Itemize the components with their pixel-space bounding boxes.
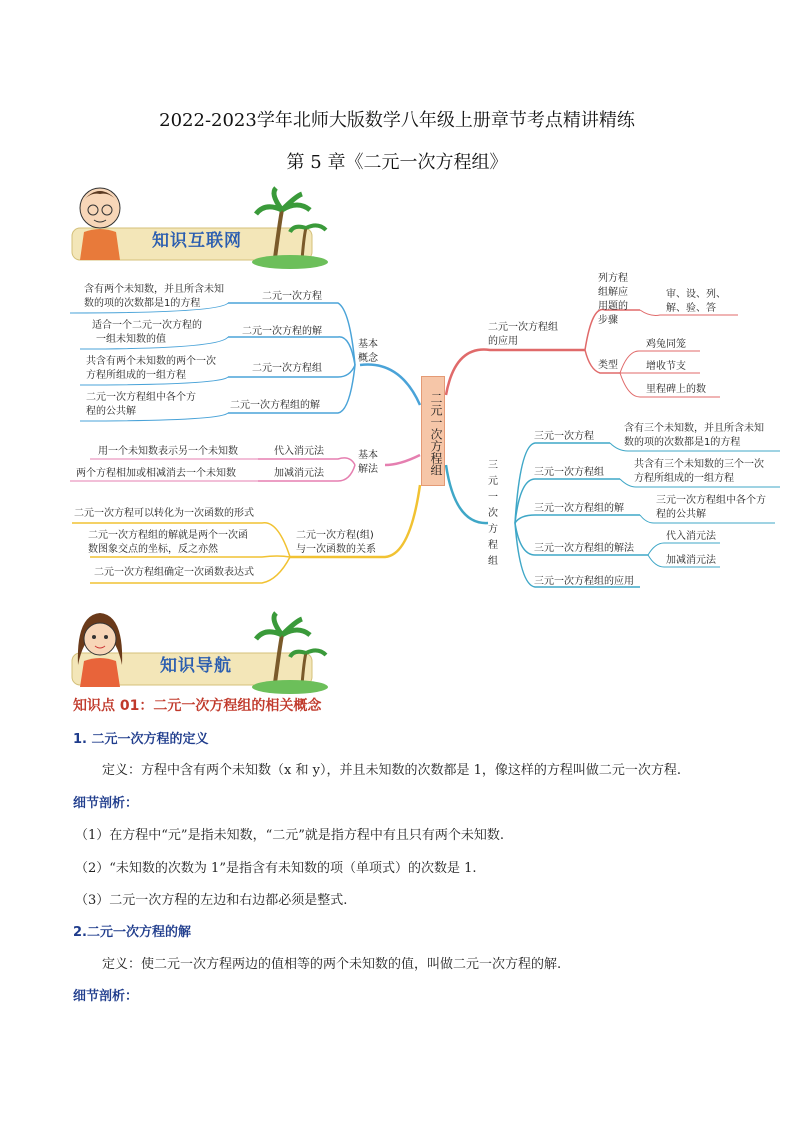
chapter-title: 第 5 章《二元一次方程组》 bbox=[286, 152, 508, 173]
mm-desc: 含有三个未知数，并且所含未知 bbox=[624, 423, 764, 434]
banner-label: 知识互联网 bbox=[152, 231, 242, 251]
mm-node: 三元一次方程组的解 bbox=[534, 503, 624, 514]
mm-desc: 二元一次方程可以转化为一次函数的形式 bbox=[74, 508, 254, 519]
definition-text: 定义：使二元一次方程两边的值相等的两个未知数的值，叫做二元一次方程的解. bbox=[102, 957, 562, 972]
mm-desc: 用一个未知数表示另一个未知数 bbox=[98, 446, 238, 457]
mm-type: 增收节支 bbox=[646, 361, 686, 372]
mm-desc: 程的公共解 bbox=[656, 509, 706, 520]
document-title: 2022-2023学年北师大版数学八年级上册章节考点精讲精练 bbox=[159, 110, 635, 131]
mm-node: 三元一次方程组的应用 bbox=[534, 576, 634, 587]
detail-item: （2）“未知数的次数为 1”是指含有未知数的项（单项式）的次数是 1. bbox=[75, 861, 477, 876]
mm-desc: 含有两个未知数，并且所含未知 bbox=[84, 284, 224, 295]
mm-node: 二元一次方程 bbox=[262, 291, 322, 302]
section-heading: 2.二元一次方程的解 bbox=[73, 925, 191, 940]
mm-steps-label: 组解应 bbox=[598, 287, 628, 298]
mm-node: 二元一次方程(组) bbox=[296, 530, 374, 541]
banner-knowledge-network bbox=[70, 180, 330, 275]
banner-label: 知识导航 bbox=[160, 656, 232, 676]
mm-node: 二元一次方程组的解 bbox=[230, 400, 320, 411]
mm-desc: 代入消元法 bbox=[666, 531, 716, 542]
mm-desc: 适合一个二元一次方程的 bbox=[92, 320, 202, 331]
mm-node: 代入消元法 bbox=[274, 446, 324, 457]
mm-desc: 方程所组成的一组方程 bbox=[86, 370, 186, 381]
mm-node: 三元一次方程 bbox=[534, 431, 594, 442]
mm-node: 二元一次方程组 bbox=[252, 363, 322, 374]
mm-desc: 数的项的次数都是1的方程 bbox=[624, 437, 741, 448]
mm-basic-method: 基本 解法 bbox=[358, 450, 378, 475]
mm-node: 二元一次方程组 bbox=[488, 322, 558, 333]
mm-desc: 数的项的次数都是1的方程 bbox=[84, 298, 201, 309]
mm-node: 二元一次方程的解 bbox=[242, 326, 322, 337]
mm-three-label: 三元一次方程组 bbox=[488, 460, 498, 567]
mm-node: 三元一次方程组 bbox=[534, 467, 604, 478]
mm-step: 解、验、答 bbox=[666, 303, 716, 314]
mm-desc: 加减消元法 bbox=[666, 555, 716, 566]
mm-desc: 共含有三个未知数的三个一次 bbox=[634, 459, 764, 470]
mm-node: 的应用 bbox=[488, 336, 518, 347]
detail-heading: 细节剖析： bbox=[73, 796, 139, 811]
mm-desc: 二元一次方程组确定一次函数表达式 bbox=[94, 567, 254, 578]
mm-desc: 三元一次方程组中各个方 bbox=[656, 495, 766, 506]
mm-type-label: 类型 bbox=[598, 360, 618, 371]
mm-type: 里程碑上的数 bbox=[646, 384, 706, 395]
mm-desc: 两个方程相加或相减消去一个未知数 bbox=[76, 468, 236, 479]
detail-heading: 细节剖析： bbox=[73, 989, 139, 1004]
mm-steps-label: 步骤 bbox=[598, 315, 618, 326]
mm-desc: 程的公共解 bbox=[86, 406, 136, 417]
banner-knowledge-guide bbox=[70, 605, 330, 700]
mm-node: 加减消元法 bbox=[274, 468, 324, 479]
mm-desc: 二元一次方程组中各个方 bbox=[86, 392, 196, 403]
mm-desc: 一组未知数的值 bbox=[96, 334, 166, 345]
mm-desc: 二元一次方程组的解就是两个一次函 bbox=[88, 530, 248, 541]
mm-desc: 方程所组成的一组方程 bbox=[634, 473, 734, 484]
mm-node: 与一次函数的关系 bbox=[296, 544, 376, 555]
definition-text: 定义：方程中含有两个未知数（x 和 y），并且未知数的次数都是 1，像这样的方程叫做二元一次方程. bbox=[102, 763, 681, 778]
mm-desc: 共含有两个未知数的两个一次 bbox=[86, 356, 216, 367]
mm-basic-concept: 基本 概念 bbox=[358, 339, 378, 364]
mm-step: 审、设、列、 bbox=[666, 289, 726, 300]
knowledge-point-title: 知识点 01：二元一次方程组的相关概念 bbox=[73, 698, 322, 714]
mm-node: 三元一次方程组的解法 bbox=[534, 543, 634, 554]
detail-item: （3）二元一次方程的左边和右边都必须是整式. bbox=[75, 893, 348, 908]
section-heading: 1. 二元一次方程的定义 bbox=[73, 732, 209, 747]
mm-desc: 数图象交点的坐标，反之亦然 bbox=[88, 544, 218, 555]
mm-type: 鸡兔同笼 bbox=[646, 339, 686, 350]
mm-steps-label: 用题的 bbox=[598, 301, 628, 312]
mm-steps-label: 列方程 bbox=[598, 273, 628, 284]
detail-item: （1）在方程中“元”是指未知数，“二元”就是指方程中有且只有两个未知数. bbox=[75, 828, 504, 843]
mindmap-center: 二元一次方程组 bbox=[421, 376, 445, 486]
